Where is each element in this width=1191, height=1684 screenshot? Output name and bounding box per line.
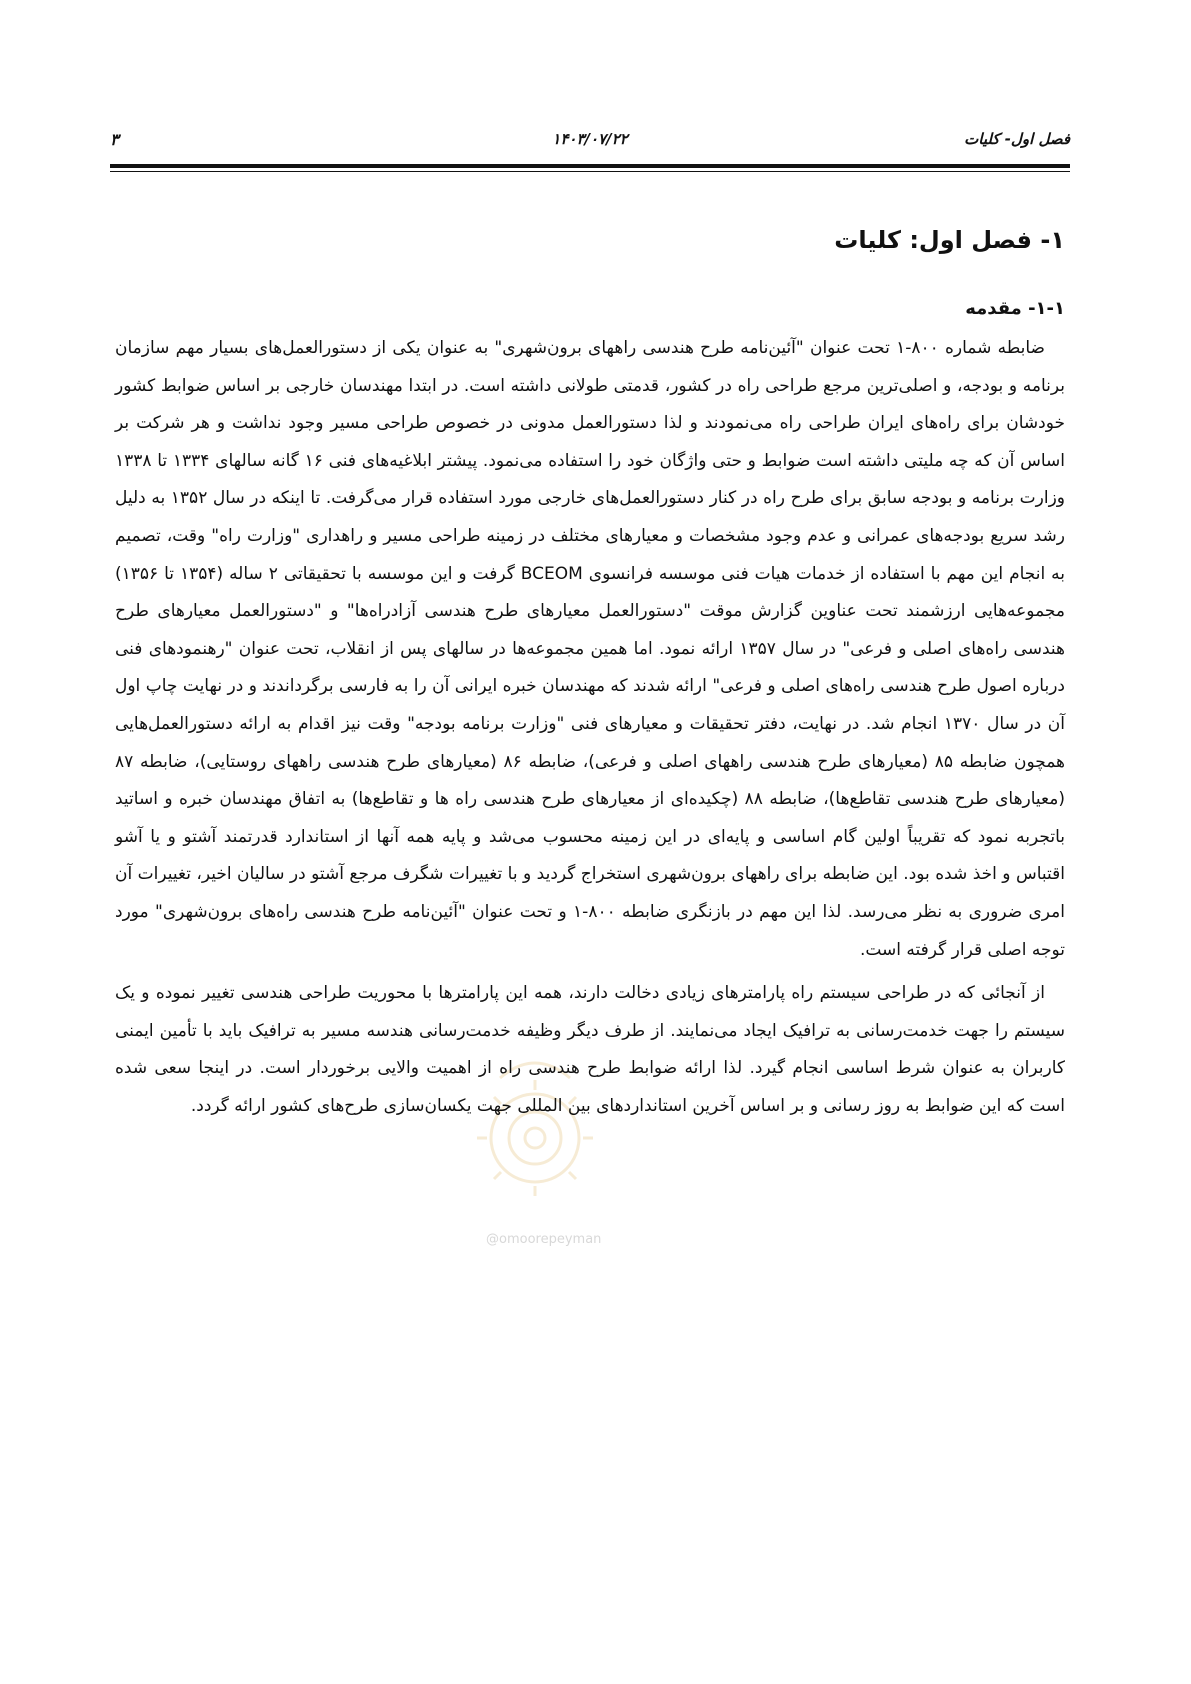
section-heading: ۱-۱- مقدمه xyxy=(965,298,1065,319)
body-paragraph-1: ضابطه شماره ۸۰۰-۱ تحت عنوان "آئین‌نامه طرح هندسی راههای برون‌شهری" به عنوان یکی از دستورالعمل‌های بسیار مهم سازمان برنامه و بودجه، و اصلی‌ترین مرجع طراحی راه در کشور، قدمتی طولانی داشته است. در ابتدا مهندسان خارجی بر اساس ضوابط کشور خودشان برای راه‌های ایران طراحی راه می‌نمودند و لذا دستورالعمل مدونی در خصوص طراحی مسیر وجود نداشت و هر شرکت بر اساس آن که چه ملیتی داشته است ضوابط و حتی واژگان خود را استفاده می‌نمود. پیشتر ابلاغیه‌های فنی ۱۶ گانه سالهای ۱۳۳۴ تا ۱۳۳۸ وزارت برنامه و بودجه سابق برای طرح راه در کنار دستورالعمل‌های خارجی مورد استفاده قرار می‌گرفت. تا اینکه در سال ۱۳۵۲ به دلیل رشد سریع بودجه‌های عمرانی و عدم وجود مشخصات و معیارهای مختلف در زمینه طراحی مسیر و راهداری "وزارت راه" وقت، تصمیم به انجام این مهم با استفاده از خدمات هیات فنی موسسه فرانسوی BCEOM گرفت و این موسسه با تحقیقاتی ۲ ساله (۱۳۵۴ تا ۱۳۵۶) مجموعه‌هایی ارزشمند تحت عناوین گزارش موقت "دستورالعمل معیارهای طرح هندسی آزادراه‌ها" و "دستورالعمل معیارهای طرح هندسی راه‌های اصلی و فرعی" در سال ۱۳۵۷ ارائه نمود. اما همین مجموعه‌ها در سالهای پس از انقلاب، تحت عنوان "رهنمودهای فنی درباره اصول طرح هندسی راه‌های اصلی و فرعی" ارائه شدند که مهندسان خبره ایرانی آن را به فارسی برگرداندند و در نهایت چاپ اول آن در سال ۱۳۷۰ انجام شد. در نهایت، دفتر تحقیقات و معیارهای فنی "وزارت برنامه بودجه" وقت نیز اقدام به ارائه دستورالعمل‌هایی همچون ضابطه ۸۵ (معیارهای طرح هندسی راههای اصلی و فرعی)، ضابطه ۸۶ (معیارهای طرح هندسی راههای روستایی)، ضابطه ۸۷ (معیارهای طرح هندسی تقاطع‌ها)، ضابطه ۸۸ (چکیده‌ای از معیارهای طرح هندسی راه ها و تقاطع‌ها) به اتفاق مهندسان خبره و اساتید باتجربه نمود که تقریباً اولین گام اساسی و پایه‌ای در این زمینه محسوب می‌شد و پایه همه آنها از استاندارد قدرتمند آشتو و یا آشو اقتباس و اخذ شده بود. این ضابطه برای راههای برون‌شهری استخراج گردید و با تغییرات شگرف مرجع آشتو در سالیان اخیر، تغییرات آن امری ضروری به نظر می‌رسد. لذا این مهم در بازنگری ضابطه ۸۰۰-۱ و تحت عنوان "آئین‌نامه طرح هندسی راه‌های برون‌شهری" مورد توجه اصلی قرار گرفته است. xyxy=(115,338,1066,960)
body-paragraph-2: از آنجائی که در طراحی سیستم راه پارامترهای زیادی دخالت دارند، همه این پارامترها با محوریت طراحی هندسی تغییر نموده و یک سیستم را جهت خدمت‌رسانی به ترافیک ایجاد می‌نمایند. از طرف دیگر وظیفه خدمت‌رسانی هندسه مسیر به ترافیک باید با تأمین ایمنی کاربران به عنوان شرط اساسی انجام گیرد. لذا ارائه ضوابط طرح هندسی راه از اهمیت والایی برخوردار است. در اینجا سعی شده است که این ضوابط به روز رسانی و بر اساس آخرین استانداردهای بین المللی جهت یکسان‌سازی طرح‌های کشور ارائه گردد. xyxy=(115,983,1065,1116)
watermark-handle: @omoorepeyman xyxy=(486,1232,602,1247)
header-date: ۱۴۰۳/۰۷/۲۲ xyxy=(552,130,628,148)
page-header xyxy=(110,130,1070,156)
chapter-heading: ۱- فصل اول: کلیات xyxy=(834,226,1065,254)
page-number: ۳ xyxy=(110,130,119,149)
running-chapter-title: فصل اول- کلیات xyxy=(964,130,1070,148)
header-rule-thin xyxy=(110,171,1070,172)
header-rule-thick xyxy=(110,164,1070,168)
page-body xyxy=(115,222,1065,1131)
